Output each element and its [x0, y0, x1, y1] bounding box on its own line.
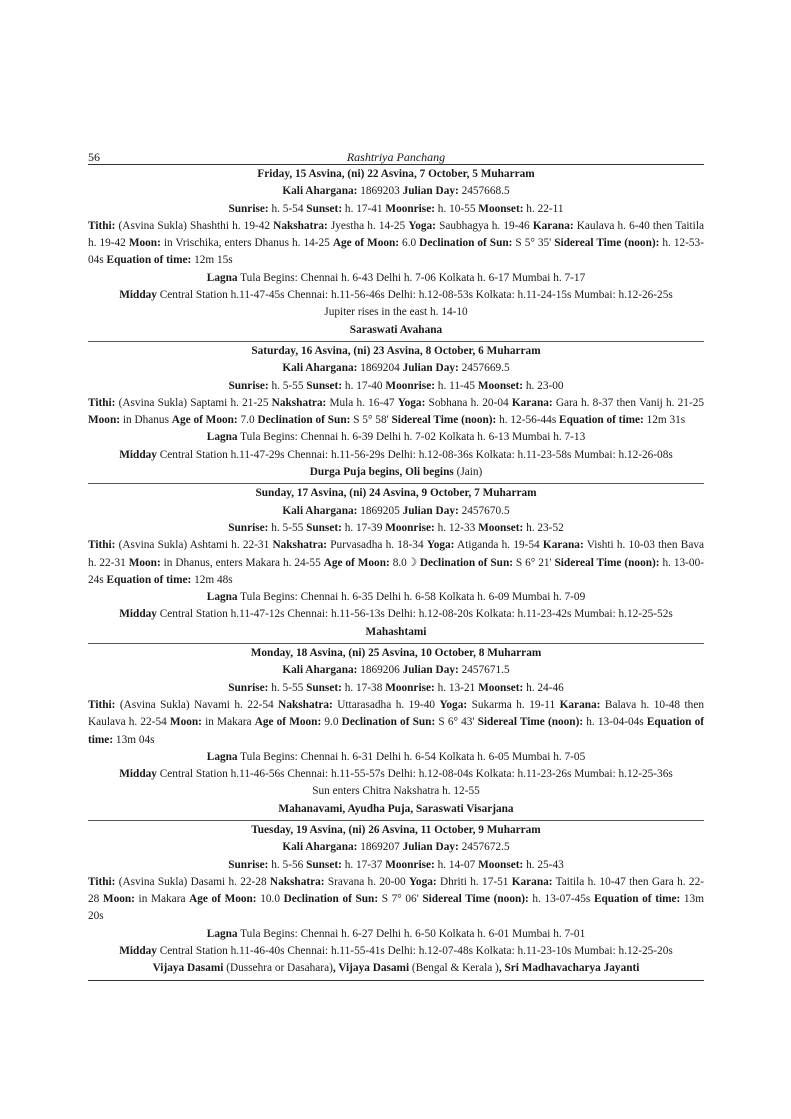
festival-line: Durga Puja begins, Oli begins (Jain) — [309, 466, 483, 479]
sun-moon-times-line: Sunrise: h. 5-55 Sunset: h. 17-38 Moonrise: h. 13-21 Moonset: h. 24-46 — [228, 681, 564, 694]
festival-line: Mahanavami, Ayudha Puja, Saraswati Visarjana — [278, 802, 514, 815]
festival-line: Mahashtami — [365, 625, 427, 638]
tithi-paragraph: Tithi: (Asvina Sukla) Ashtami h. 22-31 Nakshatra: Purvasadha h. 18-34 Yoga: Atiganda h. 19-54 Karana: Vishti h. 10-03 then Bava h. 22-31 Moon: in Dhanus, enters Makara h. 24-55 Age of Moon: 8.0☽ Declination of Sun: S 6° 21' Sidereal Time (noon): h. 13-00-24s Equation of time: 12m 48s — [88, 539, 705, 586]
ahargana-line: Kali Ahargana: 1869203 Julian Day: 2457668.5 — [282, 185, 510, 198]
midday-line: Midday Central Station h.11-46-56s Chennai: h.11-55-57s Delhi: h.12-08-04s Kolkata: h.11-23-26s Mumbai: h.12-25-36s — [119, 768, 673, 781]
running-title: Rashtriya Panchang — [346, 150, 446, 164]
day-title: Tuesday, 19 Asvina, (ni) 26 Asvina, 11 October, 9 Muharram — [251, 823, 541, 836]
lagna-line: Lagna Tula Begins: Chennai h. 6-27 Delhi h. 6-50 Kolkata h. 6-01 Mumbai h. 7-01 — [206, 927, 586, 940]
lagna-line: Lagna Tula Begins: Chennai h. 6-31 Delhi h. 6-54 Kolkata h. 6-05 Mumbai h. 7-05 — [206, 750, 586, 763]
sun-moon-times-line: Sunrise: h. 5-54 Sunset: h. 17-41 Moonrise: h. 10-55 Moonset: h. 22-11 — [228, 202, 564, 215]
day-title: Friday, 15 Asvina, (ni) 22 Asvina, 7 October, 5 Muharram — [257, 168, 535, 180]
day-title: Sunday, 17 Asvina, (ni) 24 Asvina, 9 October, 7 Muharram — [255, 487, 537, 500]
festival-line: Vijaya Dasami (Dussehra or Dasahara), Vijaya Dasami (Bengal & Kerala ), Sri Madhavacharya Jayanti — [152, 962, 640, 975]
midday-line: Midday Central Station h.11-47-45s Chennai: h.11-56-46s Delhi: h.12-08-53s Kolkata: h.11-24-15s Mumbai: h.12-26-25s — [119, 289, 673, 302]
lagna-line: Lagna Tula Begins: Chennai h. 6-39 Delhi h. 7-02 Kolkata h. 6-13 Mumbai h. 7-13 — [206, 431, 586, 444]
sun-moon-times-line: Sunrise: h. 5-56 Sunset: h. 17-37 Moonrise: h. 14-07 Moonset: h. 25-43 — [228, 858, 564, 871]
midday-line: Midday Central Station h.11-47-12s Chennai: h.11-56-13s Delhi: h.12-08-20s Kolkata: h.11-23-42s Mumbai: h.12-25-52s — [119, 608, 673, 621]
day-entry — [88, 821, 704, 981]
day-entry — [88, 165, 704, 342]
event-note: Sun enters Chitra Nakshatra h. 12-55 — [312, 785, 480, 798]
tithi-paragraph: Tithi: (Asvina Sukla) Dasami h. 22-28 Nakshatra: Sravana h. 20-00 Yoga: Dhriti h. 17-51 Karana: Taitila h. 10-47 then Gara h. 22-28 Moon: in Makara Age of Moon: 10.0 Declination of Sun: S 7° 06' Sidereal Time (noon): h. 13-07-45s Equation of time: 13m 20s — [88, 875, 704, 923]
day-title: Saturday, 16 Asvina, (ni) 23 Asvina, 8 October, 6 Muharram — [251, 344, 541, 357]
tithi-paragraph: Tithi: (Asvina Sukla) Navami h. 22-54 Nakshatra: Uttarasadha h. 19-40 Yoga: Sukarma h. 19-11 Karana: Balava h. 10-48 then Kaulava h. 22-54 Moon: in Makara Age of Moon: 9.0 Declination of Sun: S 6° 43' Sidereal Time (noon): h. 13-04-04s Equation of time: 13m 04s — [88, 698, 705, 746]
tithi-paragraph: Tithi: (Asvina Sukla) Saptami h. 21-25 Nakshatra: Mula h. 16-47 Yoga: Sobhana h. 20-04 Karana: Gara h. 8-37 then Vanij h. 21-25 Moon: in Dhanus Age of Moon: 7.0 Declination of Sun: S 5° 58' Sidereal Time (noon): h. 12-56-44s Equation of time: 12m 31s — [88, 396, 705, 427]
sun-moon-times-line: Sunrise: h. 5-55 Sunset: h. 17-39 Moonrise: h. 12-33 Moonset: h. 23-52 — [228, 521, 564, 534]
ahargana-line: Kali Ahargana: 1869204 Julian Day: 2457669.5 — [282, 362, 510, 375]
lagna-line: Lagna Tula Begins: Chennai h. 6-43 Delhi h. 7-06 Kolkata h. 6-17 Mumbai h. 7-17 — [206, 271, 586, 284]
ahargana-line: Kali Ahargana: 1869205 Julian Day: 2457670.5 — [282, 504, 510, 517]
tithi-paragraph: Tithi: (Asvina Sukla) Shashthi h. 19-42 Nakshatra: Jyestha h. 14-25 Yoga: Saubhagya h. 19-46 Karana: Kaulava h. 6-40 then Taitila h. 19-42 Moon: in Vrischika, enters Dhanus h. 14-25 Age of Moon: 6.0 Declination of Sun: S 5° 35' Sidereal Time (noon): h. 12-53-04s Equation of time: 12m 15s — [88, 219, 704, 267]
page-number: 56 — [88, 150, 100, 164]
midday-line: Midday Central Station h.11-47-29s Chennai: h.11-56-29s Delhi: h.12-08-36s Kolkata: h.11-23-58s Mumbai: h.12-26-08s — [119, 448, 673, 461]
day-entry — [88, 342, 704, 484]
festival-line: Saraswati Avahana — [349, 323, 443, 336]
lagna-line: Lagna Tula Begins: Chennai h. 6-35 Delhi h. 6-58 Kolkata h. 6-09 Mumbai h. 7-09 — [206, 591, 586, 604]
day-title: Monday, 18 Asvina, (ni) 25 Asvina, 10 October, 8 Muharram — [250, 647, 542, 660]
event-note: Jupiter rises in the east h. 14-10 — [324, 306, 468, 319]
midday-line: Midday Central Station h.11-46-40s Chennai: h.11-55-41s Delhi: h.12-07-48s Kolkata: h.11-23-10s Mumbai: h.12-25-20s — [119, 945, 673, 958]
day-entry — [88, 484, 704, 644]
ahargana-line: Kali Ahargana: 1869207 Julian Day: 2457672.5 — [282, 841, 510, 854]
ahargana-line: Kali Ahargana: 1869206 Julian Day: 2457671.5 — [282, 664, 510, 677]
page-header — [88, 146, 704, 165]
sun-moon-times-line: Sunrise: h. 5-55 Sunset: h. 17-40 Moonrise: h. 11-45 Moonset: h. 23-00 — [228, 379, 564, 392]
day-entry — [88, 644, 704, 821]
panchang-page — [88, 146, 704, 981]
